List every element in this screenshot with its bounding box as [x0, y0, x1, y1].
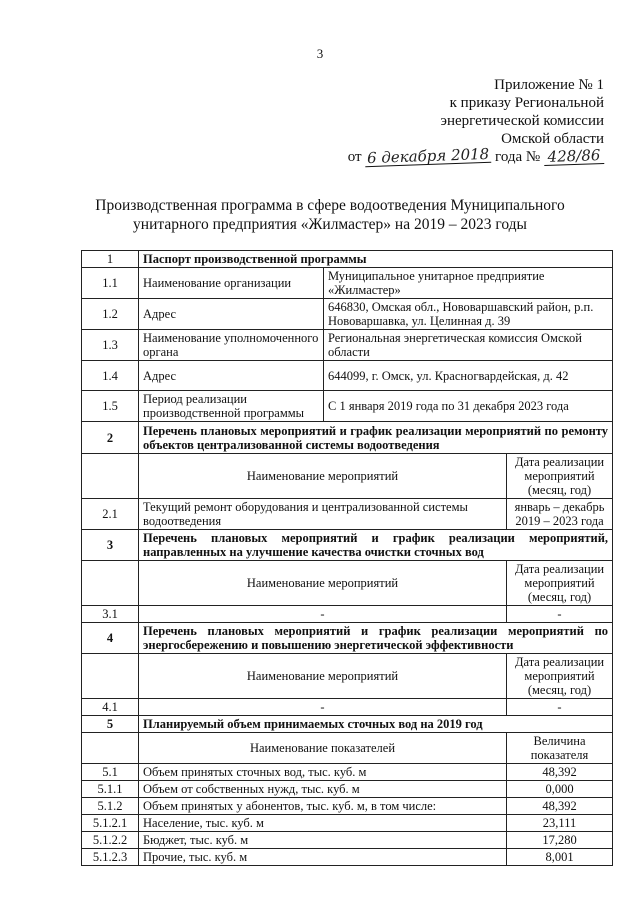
document-title — [60, 196, 600, 234]
section-3-column-header-row — [82, 561, 613, 606]
row-number: 5.1 — [82, 764, 139, 781]
appendix-line-3: энергетической комиссии — [440, 113, 604, 129]
row-label: Бюджет, тыс. куб. м — [139, 832, 507, 849]
section-2-header-row — [82, 422, 613, 454]
row-number: 2.1 — [82, 499, 139, 530]
row-label: Объем принятых сточных вод, тыс. куб. м — [139, 764, 507, 781]
table-row — [82, 832, 613, 849]
column-header-date: Дата реализации мероприятий (месяц, год) — [507, 654, 613, 699]
handwritten-order-number: 428/86 — [544, 147, 605, 166]
empty-cell — [82, 454, 139, 499]
section-5-column-header-row — [82, 733, 613, 764]
row-value: Региональная энергетическая комиссия Омской области — [324, 330, 613, 361]
table-row — [82, 764, 613, 781]
section-3-header: Перечень плановых мероприятий и график реализации мероприятий, направленных на улучшение качества очистки сточных вод — [139, 530, 613, 561]
table-row — [82, 815, 613, 832]
column-header-indicator: Наименование показателей — [139, 733, 507, 764]
row-value: январь – декабрь 2019 – 2023 года — [507, 499, 613, 530]
row-label: Адрес — [139, 361, 324, 391]
row-label: Наименование организации — [139, 268, 324, 299]
appendix-line-4: Омской области — [501, 131, 604, 147]
section-1-number: 1 — [82, 251, 139, 268]
table-row — [82, 798, 613, 815]
row-value: 48,392 — [507, 798, 613, 815]
table-row — [82, 849, 613, 866]
table-row — [82, 699, 613, 716]
section-5-header: Планируемый объем принимаемых сточных вод на 2019 год — [139, 716, 613, 733]
section-2-column-header-row — [82, 454, 613, 499]
row-label: Адрес — [139, 299, 324, 330]
row-number: 1.4 — [82, 361, 139, 391]
section-1-header-row — [82, 251, 613, 268]
section-3-number: 3 — [82, 530, 139, 561]
row-label: Объем от собственных нужд, тыс. куб. м — [139, 781, 507, 798]
section-3-header-row — [82, 530, 613, 561]
row-value: 0,000 — [507, 781, 613, 798]
section-2-number: 2 — [82, 422, 139, 454]
table-row — [82, 781, 613, 798]
row-value: 644099, г. Омск, ул. Красногвардейская, д. 42 — [324, 361, 613, 391]
table-row — [82, 499, 613, 530]
row-value: 646830, Омская обл., Нововаршавский район, р.п. Нововаршавка, ул. Целинная д. 39 — [324, 299, 613, 330]
section-1-header: Паспорт производственной программы — [139, 251, 613, 268]
row-value: 23,111 — [507, 815, 613, 832]
row-value: - — [507, 606, 613, 623]
section-5-header-row — [82, 716, 613, 733]
row-number: 5.1.1 — [82, 781, 139, 798]
table-row — [82, 268, 613, 299]
from-label: от — [347, 149, 362, 165]
column-header-name: Наименование мероприятий — [139, 654, 507, 699]
program-table — [81, 250, 613, 866]
row-value: 48,392 — [507, 764, 613, 781]
section-4-header-row — [82, 623, 613, 654]
row-label: Население, тыс. куб. м — [139, 815, 507, 832]
row-value: 8,001 — [507, 849, 613, 866]
empty-cell — [82, 561, 139, 606]
row-label: Текущий ремонт оборудования и централизованной системы водоотведения — [139, 499, 507, 530]
section-5-number: 5 — [82, 716, 139, 733]
title-line-1: Производственная программа в сфере водоотведения Муниципального — [95, 197, 565, 214]
row-value: С 1 января 2019 года по 31 декабря 2023 года — [324, 391, 613, 422]
table-row — [82, 361, 613, 391]
row-value: - — [507, 699, 613, 716]
title-line-2: унитарного предприятия «Жилмастер» на 2019 – 2023 годы — [133, 216, 527, 233]
year-label: года № — [495, 149, 541, 165]
table-row — [82, 299, 613, 330]
section-2-header: Перечень плановых мероприятий и график реализации мероприятий по ремонту объектов централизованной системы водоотведения — [139, 422, 613, 454]
row-number: 4.1 — [82, 699, 139, 716]
row-number: 5.1.2.2 — [82, 832, 139, 849]
column-header-name: Наименование мероприятий — [139, 561, 507, 606]
row-number: 1.1 — [82, 268, 139, 299]
section-4-number: 4 — [82, 623, 139, 654]
order-date-line — [347, 144, 604, 168]
row-number: 5.1.2 — [82, 798, 139, 815]
row-label: Объем принятых у абонентов, тыс. куб. м, в том числе: — [139, 798, 507, 815]
appendix-line-2: к приказу Региональной — [449, 95, 604, 111]
table-row — [82, 606, 613, 623]
row-label: Период реализации производственной программы — [139, 391, 324, 422]
row-label: Прочие, тыс. куб. м — [139, 849, 507, 866]
section-4-header: Перечень плановых мероприятий и график реализации мероприятий по энергосбережению и повышению энергетической эффективности — [139, 623, 613, 654]
row-number: 1.3 — [82, 330, 139, 361]
row-number: 5.1.2.3 — [82, 849, 139, 866]
table-row — [82, 391, 613, 422]
row-number: 5.1.2.1 — [82, 815, 139, 832]
column-header-date: Дата реализации мероприятий (месяц, год) — [507, 454, 613, 499]
table-row — [82, 330, 613, 361]
row-value: Муниципальное унитарное предприятие «Жилмастер» — [324, 268, 613, 299]
handwritten-date: 6 декабря 2018 — [367, 144, 490, 168]
row-number: 1.2 — [82, 299, 139, 330]
row-number: 1.5 — [82, 391, 139, 422]
column-header-value: Величина показателя — [507, 733, 613, 764]
page-number: 3 — [316, 46, 324, 61]
empty-cell — [82, 733, 139, 764]
appendix-block — [348, 76, 604, 166]
row-value: 17,280 — [507, 832, 613, 849]
column-header-name: Наименование мероприятий — [139, 454, 507, 499]
column-header-date: Дата реализации мероприятий (месяц, год) — [507, 561, 613, 606]
section-4-column-header-row — [82, 654, 613, 699]
row-number: 3.1 — [82, 606, 139, 623]
row-label: - — [139, 606, 507, 623]
empty-cell — [82, 654, 139, 699]
appendix-line-1: Приложение № 1 — [494, 77, 604, 93]
row-label: - — [139, 699, 507, 716]
row-label: Наименование уполномоченного органа — [139, 330, 324, 361]
